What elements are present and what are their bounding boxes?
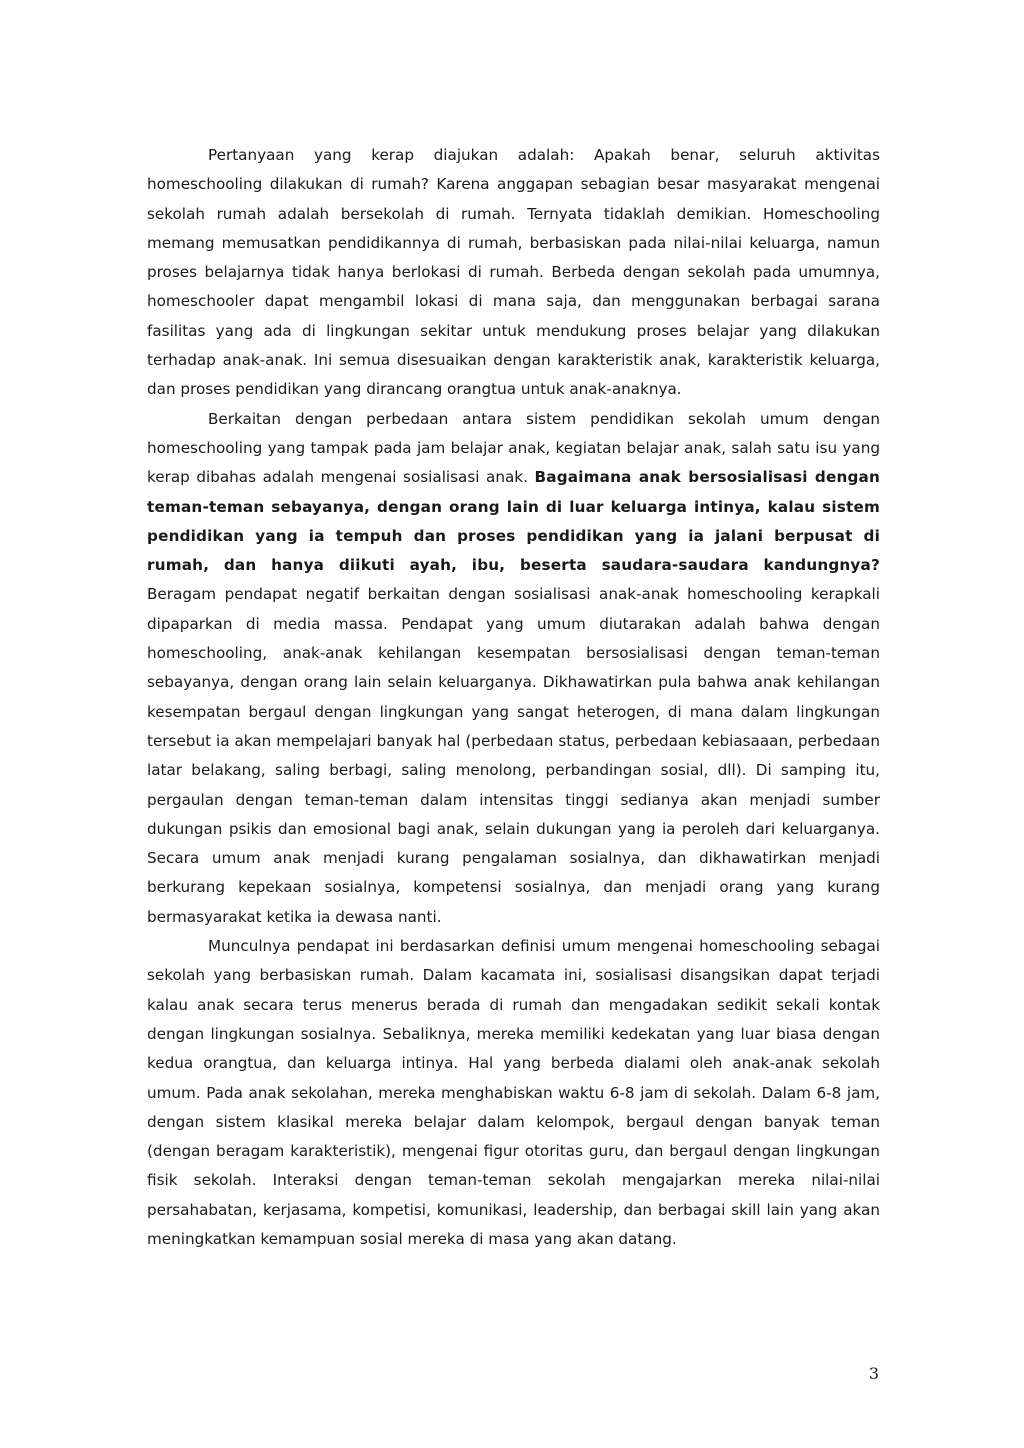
paragraph-2-bold-question: Bagaimana anak bersosialisasi dengan teman-teman sebayanya, dengan orang lain di luar keluarga intinya, kalau sistem pendidikan yang ia tempuh dan proses pendidikan yang ia jalani berpusat di rumah, dan hanya diikuti ayah, ibu, beserta saudara-saudara kandungnya? <box>147 468 880 575</box>
paragraph-2-rest: Beragam pendapat negatif berkaitan dengan sosialisasi anak-anak homeschooling kerapkali dipaparkan di media massa. Pendapat yang umum diutarakan adalah bahwa dengan homeschooling, anak-anak kehilangan kesempatan bersosialisasi dengan teman-teman sebayanya, dengan orang lain selain keluarganya. Dikhawatirkan pula bahwa anak kehilangan kesempatan bergaul dengan lingkungan yang sangat heterogen, di mana dalam lingkungan tersebut ia akan mempelajari banyak hal (perbedaan status, perbedaan kebiasaaan, perbedaan latar belakang, saling berbagi, saling menolong, perbandingan sosial, dll). Di samping itu, pergaulan dengan teman-teman dalam intensitas tinggi sedianya akan menjadi sumber dukungan psikis dan emosional bagi anak, selain dukungan yang ia peroleh dari keluarganya. Secara umum anak menjadi kurang pengalaman sosialnya, dan dikhawatirkan menjadi berkurang kepekaan sosialnya, kompetensi sosialnya, dan menjadi orang yang kurang bermasyarakat ketika ia dewasa nanti. <box>147 585 880 926</box>
paragraph-1: Pertanyaan yang kerap diajukan adalah: Apakah benar, seluruh aktivitas homeschooling dilakukan di rumah? Karena anggapan sebagian besar masyarakat mengenai sekolah rumah adalah bersekolah di rumah. Ternyata tidaklah demikian. Homeschooling memang memusatkan pendidikannya di rumah, berbasiskan pada nilai-nilai keluarga, namun proses belajarnya tidak hanya berlokasi di rumah. Berbeda dengan sekolah pada umumnya, homeschooler dapat mengambil lokasi di mana saja, dan menggunakan berbagai sarana fasilitas yang ada di lingkungan sekitar untuk mendukung proses belajar yang dilakukan terhadap anak-anak. Ini semua disesuaikan dengan karakteristik anak, karakteristik keluarga, dan proses pendidikan yang dirancang orangtua untuk anak-anaknya. <box>147 146 880 399</box>
paragraph-2 <box>147 405 880 932</box>
paragraph-2-intro: Berkaitan dengan perbedaan antara sistem pendidikan sekolah umum dengan homeschooling yang tampak pada jam belajar anak, kegiatan belajar anak, salah satu isu yang kerap dibahas adalah mengenai sosialisasi anak. <box>147 409 880 487</box>
page-number: 3 <box>868 1364 880 1383</box>
paragraph-3: Munculnya pendapat ini berdasarkan definisi umum mengenai homeschooling sebagai sekolah yang berbasiskan rumah. Dalam kacamata ini, sosialisasi disangsikan dapat terjadi kalau anak secara terus menerus berada di rumah dan mengadakan sedikit sekali kontak dengan lingkungan sosialnya. Sebaliknya, mereka memiliki kedekatan yang luar biasa dengan kedua orangtua, dan keluarga intinya. Hal yang berbeda dialami oleh anak-anak sekolah umum. Pada anak sekolahan, mereka menghabiskan waktu 6-8 jam di sekolah. Dalam 6-8 jam, dengan sistem klasikal mereka belajar dalam kelompok, bergaul dengan banyak teman (dengan beragam karakteristik), mengenai figur otoritas guru, dan bergaul dengan lingkungan fisik sekolah. Interaksi dengan teman-teman sekolah mengajarkan mereka nilai-nilai persahabatan, kerjasama, kompetisi, komunikasi, leadership, dan berbagai skill lain yang akan meningkatkan kemampuan sosial mereka di masa yang akan datang. <box>147 937 880 1248</box>
document-body <box>147 141 880 1254</box>
